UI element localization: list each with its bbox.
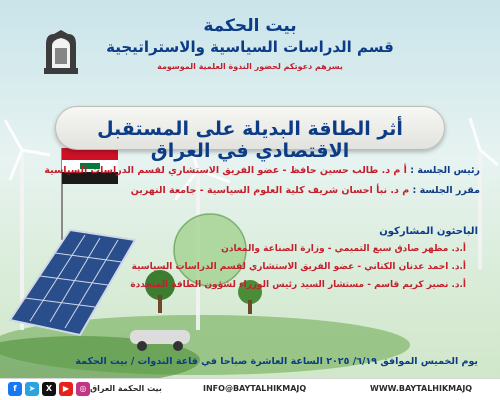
researcher-item: أ.د. نصير كريم قاسم - مستشار السيد رئيس الوزراء لشؤون الطاقة المتجددة [130,280,466,290]
telegram-icon[interactable]: ➤ [25,382,39,396]
session-rapporteur [130,185,480,196]
footer [0,378,500,400]
chair-name: أ م د. طالب حسين حافظ [289,165,407,176]
department-title: قسم الدراسات السياسية والاستراتيجية [106,38,394,56]
session-chair [44,165,480,176]
invitation-text: يسرهم دعوتكم لحضور الندوة العلمية الموسومة [157,62,343,71]
x-icon[interactable]: X [42,382,56,396]
footer-name: بيت الحكمة العراق [90,384,162,393]
footer-email[interactable]: INFO@BAYTALHIKMAJQ [203,384,307,393]
youtube-icon[interactable]: ▶ [59,382,73,396]
rapporteur-name: م د. نبأ احسان شريف [307,185,410,196]
seminar-title: أثر الطاقة البديلة على المستقبل الاقتصادي في العراق [97,118,403,162]
researcher-item: أ.د. مظهر صادق سبع التميمي - وزارة الصناعة والمعادن [221,244,466,254]
chair-label: رئيس الجلسة : [410,165,480,176]
researchers-heading: الباحثون المشاركون [379,226,478,237]
rapporteur-role: كلية العلوم السياسية - جامعة النهرين [130,185,305,196]
social-icons [8,382,90,396]
chair-role: - عضو الفريق الاستشاري لقسم الدراسات السياسية [44,165,287,176]
event-date: يوم الخميس الموافق ٦/١٩/ ٢٠٢٥ الساعة العاشرة صباحا في قاعة الندوات / بيت الحكمة [75,356,478,367]
header [0,0,500,95]
footer-website[interactable]: WWW.BAYTALHIKMAJQ [370,384,473,393]
rapporteur-label: مقرر الجلسة : [412,185,480,196]
instagram-icon[interactable]: ◎ [76,382,90,396]
facebook-icon[interactable]: f [8,382,22,396]
researcher-item: أ.د. احمد عدنان الكناني - عضو الفريق الاستشاري لقسم الدراسات السياسية [131,262,466,272]
institution-title: بيت الحكمة [203,16,297,36]
